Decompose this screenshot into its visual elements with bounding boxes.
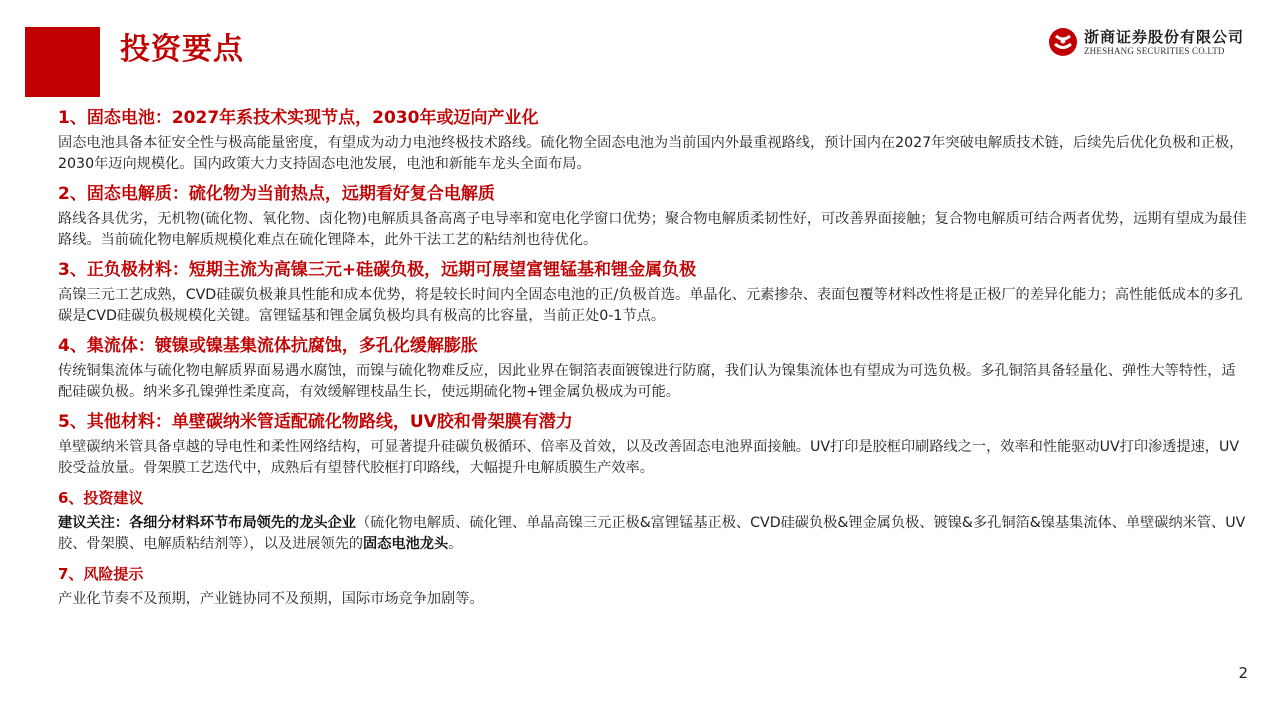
company-logo: [1048, 22, 1244, 62]
section-heading-2: 2、固态电解质：硫化物为当前热点，远期看好复合电解质: [58, 184, 495, 204]
invest-middle: （硫化物电解质、硫化锂、单晶高镍三元正极&富锂锰基正极、CVD硅碳负极&锂金属负极、镀镍&多孔铜箔&镍基集流体、单壁碳纳米管、UV胶、骨架膜、电解质粘结剂等），以及进展领先的: [58, 515, 1246, 552]
invest-end: 。: [448, 536, 463, 552]
section-heading-1: 1、固态电池：2027年系技术实现节点，2030年或迈向产业化: [58, 108, 539, 128]
invest-body: [58, 513, 1248, 555]
section-heading-3: 3、正负极材料：短期主流为高镍三元+硅碳负极，远期可展望富锂锰基和锂金属负极: [58, 260, 697, 280]
risk-heading: 7、风险提示: [58, 565, 144, 583]
page-number: 2: [1238, 664, 1248, 682]
risk-body: 产业化节奏不及预期，产业链协同不及预期，国际市场竞争加剧等。: [58, 591, 484, 607]
company-name-cn: 浙商证券股份有限公司: [1083, 27, 1244, 46]
section-body-1: 固态电池具备本征安全性与极高能量密度，有望成为动力电池终极技术路线。硫化物全固态电池为当前国内外最重视路线，预计国内在2027年突破电解质技术链，后续先后优化负极和正极，2030年迈向规模化。国内政策大力支持固态电池发展，电池和新能车龙头全面布局。: [58, 135, 1244, 172]
title-accent-block: [25, 27, 100, 97]
section-body-3: 高镍三元工艺成熟，CVD硅碳负极兼具性能和成本优势，将是较长时间内全固态电池的正/负极首选。单晶化、元素掺杂、表面包覆等材料改性将是正极厂的差异化能力；高性能低成本的多孔碳是CVD硅碳负极规模化关键。富锂锰基和锂金属负极均具有极高的比容量，当前正处0-1节点。: [58, 287, 1243, 324]
invest-lead: 建议关注：各细分材料环节布局领先的龙头企业: [58, 515, 356, 531]
company-name-en: ZHESHANG SECURITIES CO.LTD: [1083, 45, 1225, 56]
section-body-5: 单壁碳纳米管具备卓越的导电性和柔性网络结构，可显著提升硅碳负极循环、倍率及首效，以及改善固态电池界面接触。UV打印是胶框印刷路线之一，效率和性能驱动UV打印渗透提速，UV胶受益放量。骨架膜工艺迭代中，成熟后有望替代胶框打印路线，大幅提升电解质膜生产效率。: [58, 439, 1240, 476]
section-heading-5: 5、其他材料：单壁碳纳米管适配硫化物路线，UV胶和骨架膜有潜力: [58, 412, 573, 432]
invest-heading: 6、投资建议: [58, 489, 144, 507]
section-heading-4: 4、集流体：镀镍或镍基集流体抗腐蚀，多孔化缓解膨胀: [58, 336, 478, 356]
page-title: 投资要点: [120, 32, 244, 67]
section-body-4: 传统铜集流体与硫化物电解质界面易遇水腐蚀，而镍与硫化物难反应，因此业界在铜箔表面镀镍进行防腐，我们认为镍集流体也有望成为可选负极。多孔铜箔具备轻量化、弹性大等特性，适配硅碳负极。纳米多孔镍弹性柔度高，有效缓解锂枝晶生长，使远期硫化物+锂金属负极成为可能。: [58, 363, 1236, 400]
key-points-content: [58, 103, 1248, 614]
invest-tail: 固态电池龙头: [363, 536, 449, 552]
section-body-2: 路线各具优劣，无机物(硫化物、氧化物、卤化物)电解质具备高离子电导率和宽电化学窗口优势；聚合物电解质柔韧性好，可改善界面接触；复合物电解质可结合两者优势，远期有望成为最佳路线。当前硫化物电解质规模化难点在硫化锂降本，此外干法工艺的粘结剂也待优化。: [58, 211, 1247, 248]
zheshang-logo-icon: [1048, 27, 1078, 57]
